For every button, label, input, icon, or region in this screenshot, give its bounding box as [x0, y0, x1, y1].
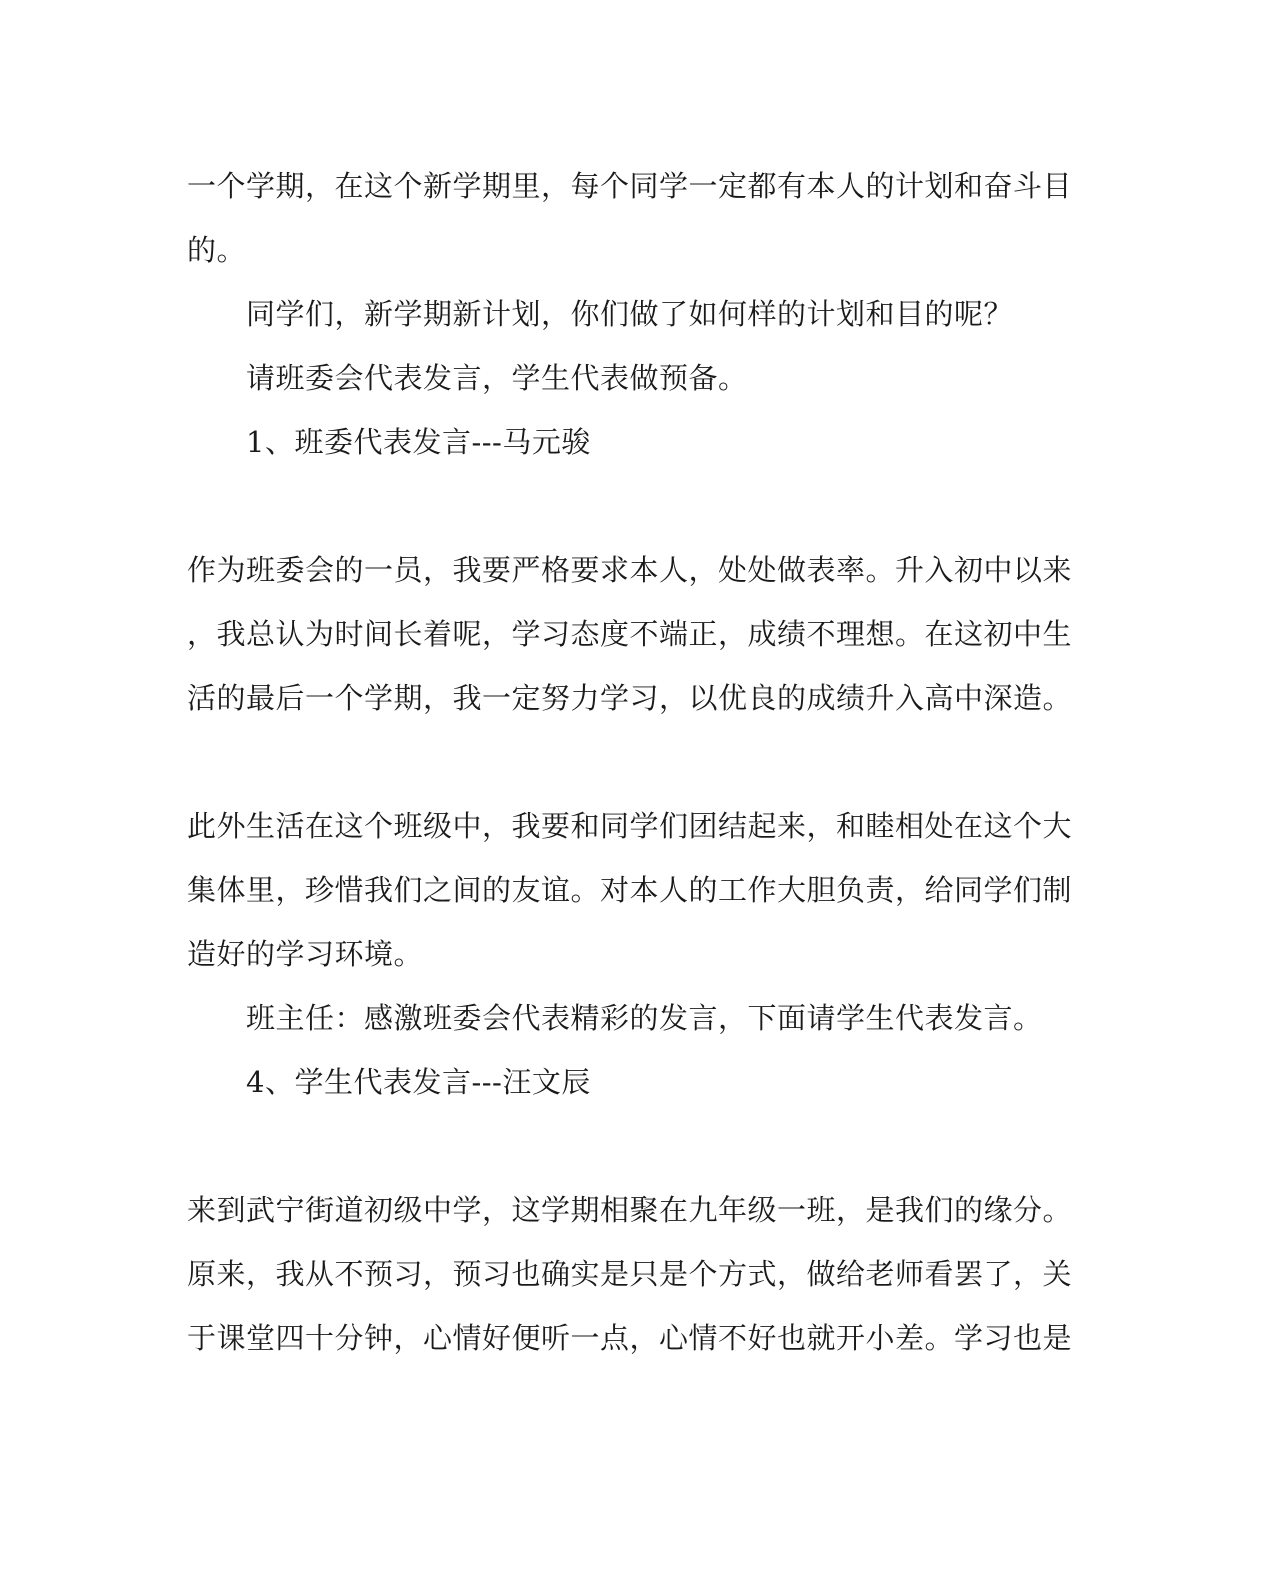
text-line: 作为班委会的一员，我要严格要求本人，处处做表率。升入初中以来	[187, 553, 1073, 587]
section-heading: 4、学生代表发言---汪文辰	[246, 1065, 591, 1099]
text-line: 原来，我从不预习，预习也确实是只是个方式，做给老师看罢了，关	[187, 1257, 1073, 1291]
text-line: 活的最后一个学期，我一定努力学习，以优良的成绩升入高中深造。	[187, 681, 1073, 715]
text-line: 一个学期，在这个新学期里，每个同学一定都有本人的计划和奋斗目	[187, 169, 1073, 203]
text-line: 此外生活在这个班级中，我要和同学们团结起来，和睦相处在这个大	[187, 809, 1073, 843]
text-line: 造好的学习环境。	[187, 937, 424, 971]
text-line: 来到武宁街道初级中学，这学期相聚在九年级一班，是我们的缘分。	[187, 1193, 1073, 1227]
text-line: 于课堂四十分钟，心情好便听一点，心情不好也就开小差。学习也是	[187, 1321, 1073, 1355]
section-heading: 1、班委代表发言---马元骏	[246, 425, 591, 459]
text-line: 请班委会代表发言，学生代表做预备。	[246, 361, 748, 395]
text-line: 同学们，新学期新计划，你们做了如何样的计划和目的呢？	[246, 297, 1014, 331]
text-line: 的。	[187, 233, 247, 267]
text-line: ，我总认为时间长着呢，学习态度不端正，成绩不理想。在这初中生	[187, 617, 1073, 651]
text-line: 集体里，珍惜我们之间的友谊。对本人的工作大胆负责，给同学们制	[187, 873, 1073, 907]
text-line: 班主任：感激班委会代表精彩的发言，下面请学生代表发言。	[246, 1001, 1043, 1035]
